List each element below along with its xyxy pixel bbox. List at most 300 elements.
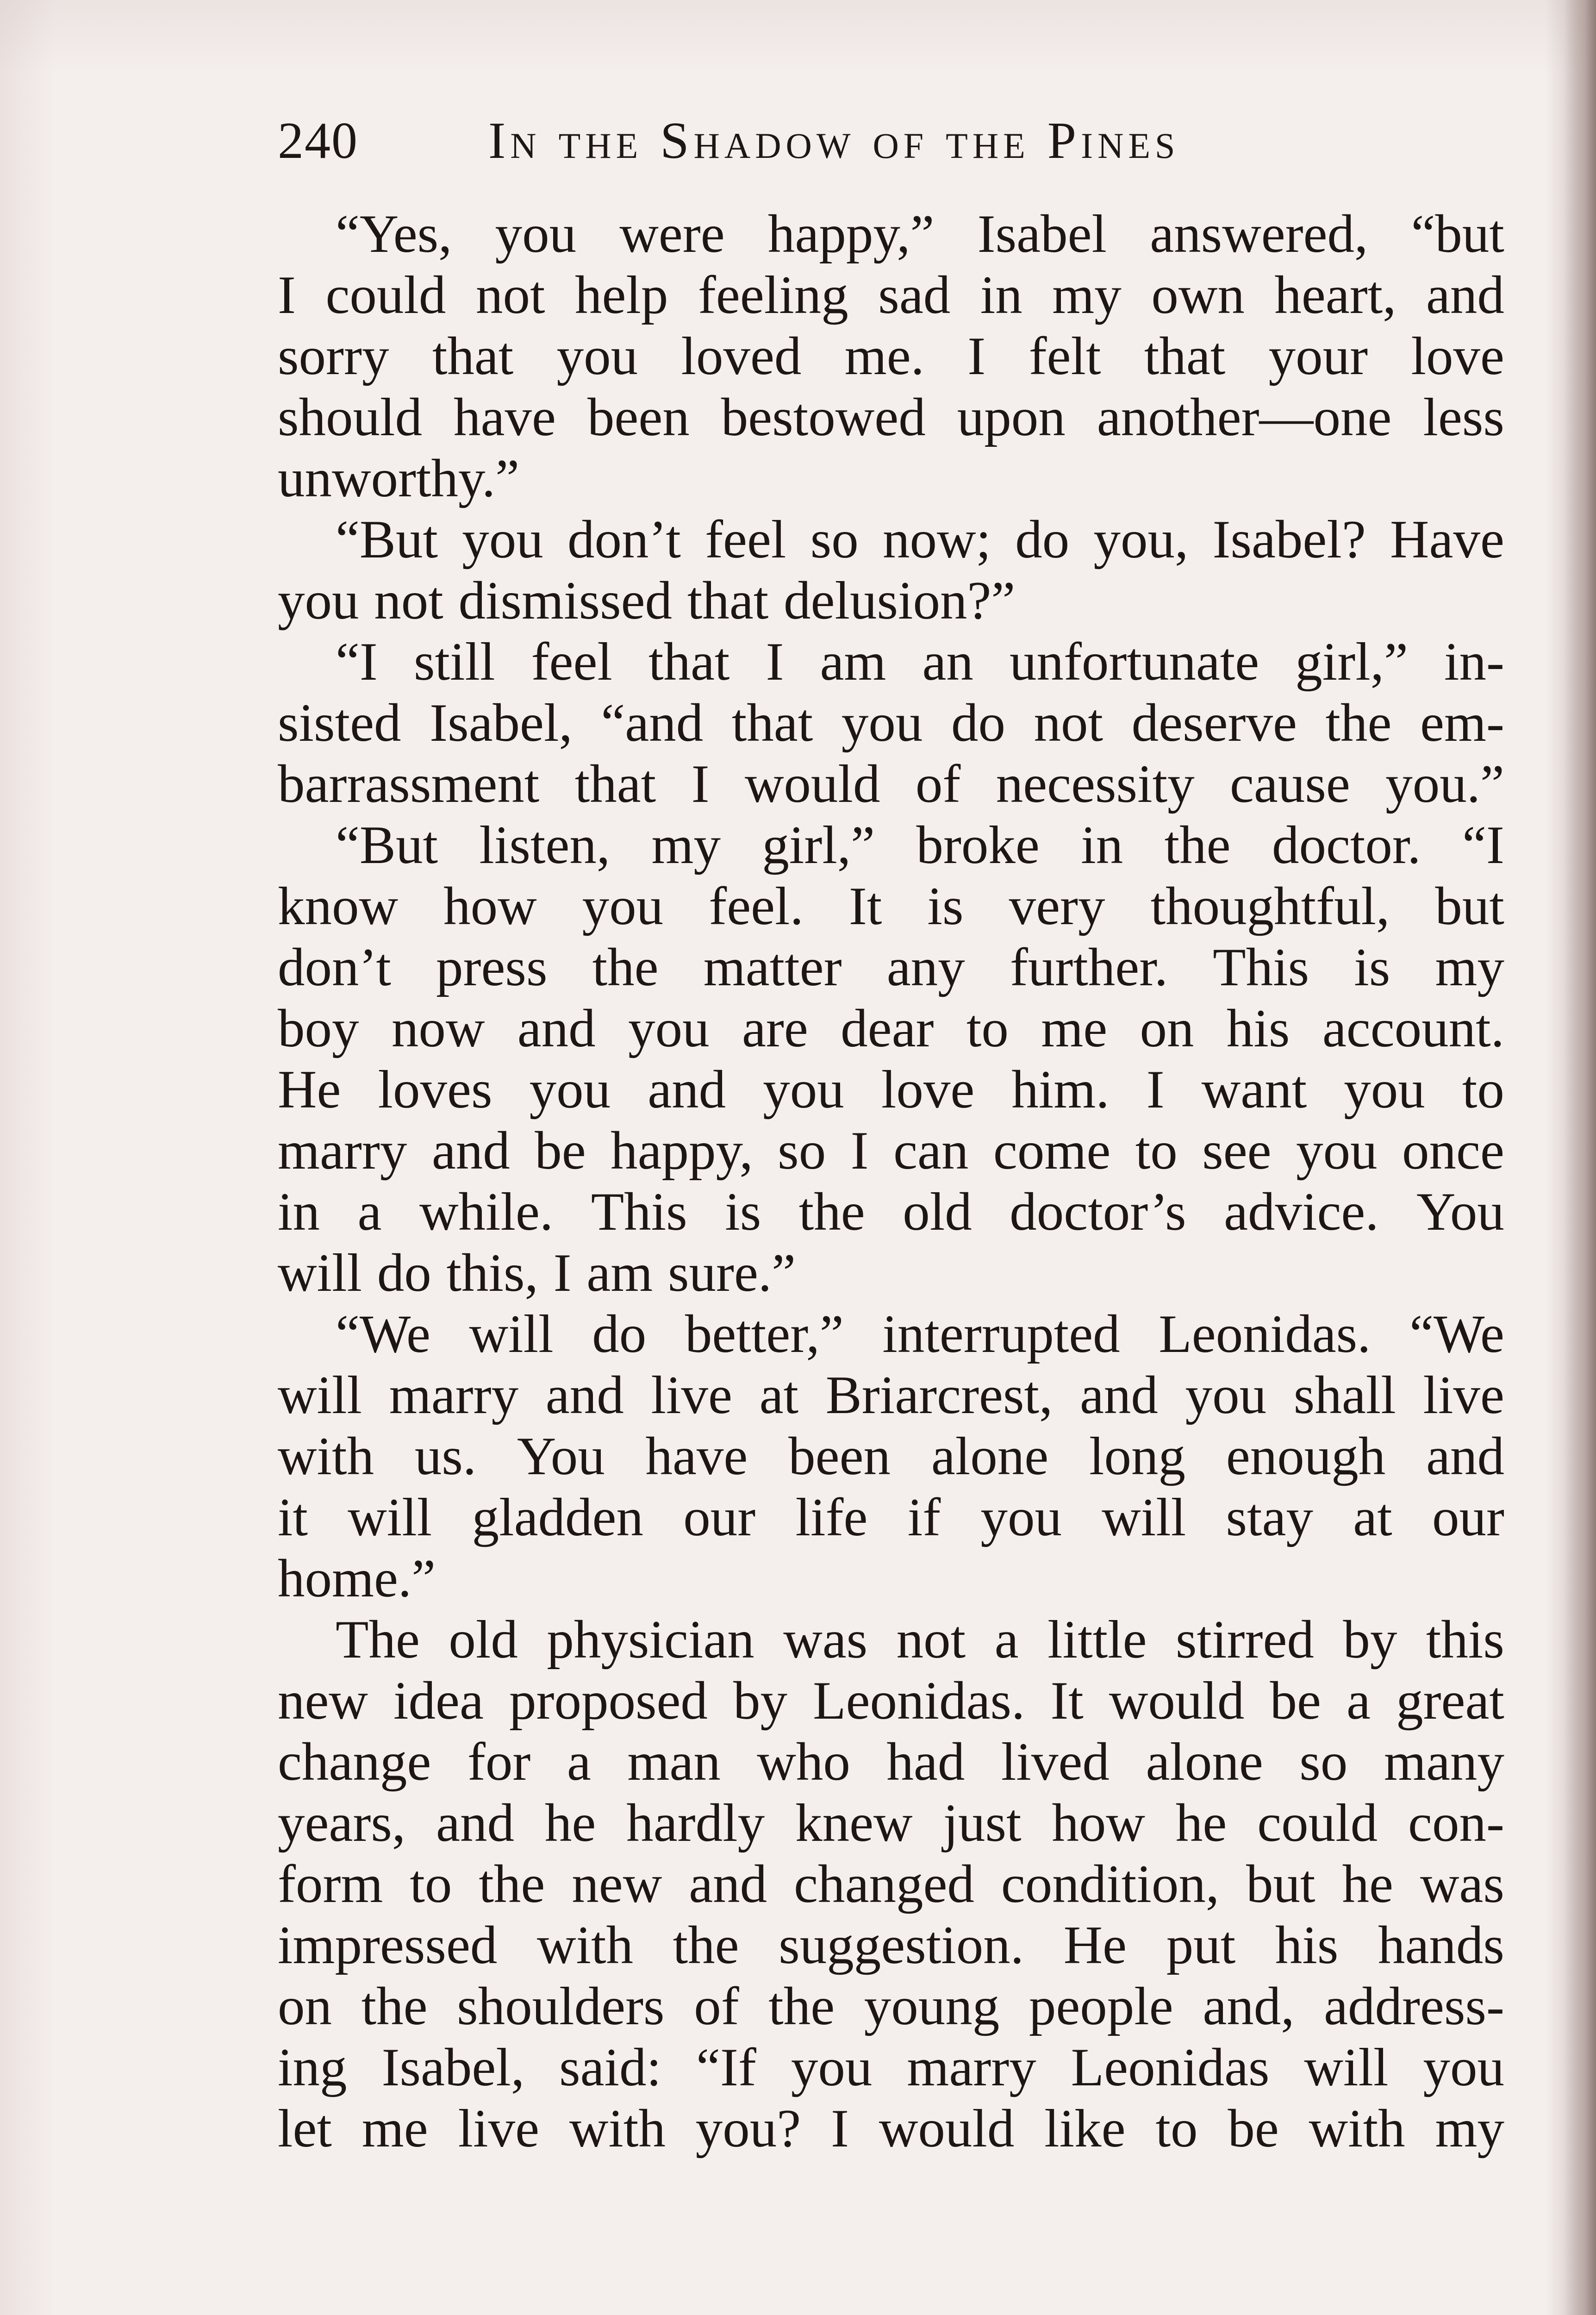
word: marry: [907, 2038, 1036, 2097]
word: unfortunate: [1009, 632, 1259, 692]
word: “I: [1462, 815, 1504, 875]
word: of: [694, 1977, 739, 2036]
word: marry: [278, 1121, 407, 1181]
word: that: [432, 326, 514, 386]
word: now;: [882, 510, 991, 569]
word: new: [278, 1671, 368, 1731]
text-line: [278, 815, 1504, 876]
word: He: [278, 1060, 341, 1120]
word: young: [864, 1977, 1000, 2036]
word: cause: [1230, 754, 1350, 814]
word: have: [645, 1427, 748, 1486]
word: upon: [957, 388, 1066, 447]
word: Isabel: [977, 204, 1107, 264]
word: with: [1309, 2099, 1405, 2159]
word: I: [691, 754, 710, 814]
word: “But: [336, 815, 438, 875]
word: I: [553, 1243, 572, 1303]
word: you: [628, 999, 710, 1058]
word: This: [591, 1182, 687, 1242]
word: would: [1109, 1671, 1245, 1731]
word: Have: [1390, 510, 1504, 569]
word: at: [759, 1365, 799, 1425]
word: he: [1175, 1793, 1227, 1853]
word: and,: [1203, 1977, 1295, 2036]
word: us.: [414, 1427, 477, 1486]
word: have: [454, 388, 556, 447]
text-line: [278, 1243, 1504, 1304]
text-line: [278, 570, 1504, 632]
word: and: [545, 1365, 624, 1425]
word: love: [881, 1060, 975, 1120]
word: He: [1063, 1915, 1127, 1975]
word: great: [1396, 1671, 1504, 1731]
word: that: [731, 693, 813, 753]
word: your: [1268, 326, 1368, 386]
word: live: [651, 1365, 732, 1425]
word: you: [278, 571, 359, 631]
word: “and: [601, 693, 704, 753]
word: once: [1402, 1121, 1504, 1181]
text-line: [278, 265, 1504, 326]
word: you: [556, 326, 638, 386]
text-line: [278, 387, 1504, 448]
word: live: [1423, 1365, 1504, 1425]
word: by: [1343, 1610, 1397, 1670]
word: address-: [1324, 1977, 1504, 2036]
word: doctor.: [1272, 815, 1421, 875]
word: would: [879, 2099, 1015, 2159]
word: matter: [703, 938, 842, 997]
word: am: [820, 632, 886, 692]
word: you.”: [1385, 754, 1504, 814]
word: barrassment: [278, 754, 540, 814]
word: con-: [1408, 1793, 1504, 1853]
word: that: [574, 754, 656, 814]
word: Leonidas.: [1159, 1304, 1371, 1364]
word: happy,”: [767, 204, 935, 264]
word: said:: [559, 2038, 662, 2097]
word: was: [1420, 1854, 1504, 1914]
word: my: [1435, 2099, 1504, 2159]
word: a: [994, 1610, 1019, 1670]
word: that: [1144, 326, 1226, 386]
word: not: [374, 571, 443, 631]
word: not: [896, 1610, 966, 1670]
word: loves: [378, 1060, 493, 1120]
word: Isabel,: [430, 693, 573, 753]
word: you: [495, 204, 577, 264]
word: alone: [931, 1427, 1049, 1486]
word: you: [1344, 1060, 1425, 1120]
word: do: [951, 693, 1005, 753]
word: and: [1079, 1365, 1158, 1425]
word: feel: [531, 632, 612, 692]
word: will: [348, 1488, 432, 1547]
word: em-: [1420, 693, 1504, 753]
word: lived: [1001, 1732, 1110, 1792]
word: our: [1432, 1488, 1504, 1547]
word: the: [1325, 693, 1392, 753]
word: you?: [695, 2099, 801, 2159]
word: know: [278, 876, 398, 936]
word: old: [903, 1182, 972, 1242]
word: my: [1052, 265, 1122, 325]
word: feel: [705, 510, 786, 569]
word: advice.: [1224, 1182, 1379, 1242]
word: feeling: [698, 265, 848, 325]
word: sorry: [278, 326, 389, 386]
word: “But: [336, 510, 438, 569]
word: how: [443, 876, 537, 936]
word: should: [278, 388, 423, 447]
word: to: [1462, 1060, 1504, 1120]
word: I: [278, 265, 296, 325]
word: can: [893, 1121, 969, 1181]
text-line: [278, 1304, 1504, 1365]
word: I: [1146, 1060, 1165, 1120]
word: very: [1009, 876, 1105, 936]
word: would: [744, 754, 880, 814]
running-head: [278, 111, 1301, 171]
word: idea: [393, 1671, 484, 1731]
word: in-: [1444, 632, 1504, 692]
word: hands: [1378, 1915, 1504, 1975]
word: and: [689, 1854, 767, 1914]
word: by: [733, 1671, 788, 1731]
word: you: [1423, 2038, 1504, 2097]
word: form: [278, 1854, 383, 1914]
word: deserve: [1131, 693, 1297, 753]
word: “Yes,: [336, 204, 452, 264]
text-line: [278, 998, 1504, 1059]
word: listen,: [479, 815, 611, 875]
word: little: [1047, 1610, 1147, 1670]
word: you: [980, 1488, 1062, 1547]
text-line: [278, 876, 1504, 937]
word: so: [778, 1121, 826, 1181]
text-line: [278, 1426, 1504, 1487]
word: is: [927, 876, 964, 936]
word: will: [1102, 1488, 1186, 1547]
text-line: [278, 1915, 1504, 1976]
word: girl,”: [762, 815, 875, 875]
word: bestowed: [721, 388, 926, 447]
word: Leonidas.: [813, 1671, 1025, 1731]
word: condition,: [1001, 1854, 1220, 1914]
text-line: [278, 2037, 1504, 2098]
page-edge-shadow: [1564, 0, 1596, 2315]
word: love: [1411, 326, 1504, 386]
page-number: 240: [278, 112, 358, 169]
text-line: [278, 326, 1504, 387]
word: like: [1044, 2099, 1126, 2159]
word: “We: [1409, 1304, 1504, 1364]
word: knew: [795, 1793, 913, 1853]
word: Isabel?: [1212, 510, 1366, 569]
word: The: [336, 1610, 420, 1670]
word: changed: [794, 1854, 974, 1914]
word: answered,: [1150, 204, 1368, 264]
word: marry: [389, 1365, 519, 1425]
word: and: [648, 1060, 726, 1120]
word: with: [569, 2099, 666, 2159]
word: you: [791, 2038, 873, 2097]
word: but: [1246, 1854, 1315, 1914]
word: man: [627, 1732, 721, 1792]
text-line: [278, 1609, 1504, 1671]
word: further.: [1010, 938, 1168, 997]
word: you: [1296, 1121, 1378, 1181]
word: be: [1228, 2099, 1279, 2159]
word: my: [651, 815, 721, 875]
word: that: [687, 571, 769, 631]
word: this,: [446, 1243, 538, 1303]
word: not: [1034, 693, 1103, 753]
word: Isabel,: [381, 2038, 525, 2097]
word: “If: [696, 2038, 756, 2097]
word: you: [582, 876, 664, 936]
text-line: [278, 509, 1504, 570]
word: sisted: [278, 693, 401, 753]
word: proposed: [509, 1671, 708, 1731]
word: I: [967, 326, 986, 386]
word: will: [278, 1243, 362, 1303]
word: him.: [1011, 1060, 1110, 1120]
text-line: [278, 1793, 1504, 1854]
word: and: [436, 1793, 514, 1853]
word: were: [619, 204, 725, 264]
word: don’t: [278, 938, 391, 997]
word: stay: [1226, 1488, 1313, 1547]
word: see: [1202, 1121, 1272, 1181]
word: for: [467, 1732, 531, 1792]
word: I: [850, 1121, 869, 1181]
word: he: [544, 1793, 596, 1853]
word: a: [1347, 1671, 1371, 1731]
running-title: In the Shadow of the Pines: [488, 112, 1180, 169]
word: will: [1304, 2038, 1389, 2097]
word: happy,: [611, 1121, 753, 1181]
text-line: [278, 1732, 1504, 1793]
word: the: [479, 1854, 545, 1914]
word: he: [1342, 1854, 1393, 1914]
word: could: [325, 265, 446, 325]
word: and: [1426, 265, 1504, 325]
text-line: [278, 1671, 1504, 1732]
word: heart,: [1274, 265, 1396, 325]
word: me.: [844, 326, 924, 386]
word: boy: [278, 999, 359, 1058]
word: loved: [681, 326, 802, 386]
word: shoulders: [457, 1977, 665, 2036]
word: “We: [336, 1304, 430, 1364]
text-line: [278, 204, 1504, 265]
word: still: [413, 632, 495, 692]
word: physician: [547, 1610, 754, 1670]
word: is: [725, 1182, 761, 1242]
word: and: [431, 1121, 510, 1181]
word: been: [788, 1427, 891, 1486]
word: and: [517, 999, 596, 1058]
text-line: [278, 1365, 1504, 1426]
word: the: [361, 1977, 428, 2036]
word: help: [574, 265, 668, 325]
text-line: [278, 1487, 1504, 1548]
word: impressed: [278, 1915, 498, 1975]
word: this: [1426, 1610, 1504, 1670]
word: less: [1423, 388, 1504, 447]
word: broke: [916, 815, 1040, 875]
word: necessity: [996, 754, 1195, 814]
word: with: [278, 1427, 374, 1486]
word: put: [1166, 1915, 1236, 1975]
word: stirred: [1176, 1610, 1314, 1670]
word: I: [831, 2099, 849, 2159]
text-line: [278, 1548, 1504, 1609]
word: to: [966, 999, 1009, 1058]
word: delusion?”: [784, 571, 1016, 631]
word: could: [1257, 1793, 1378, 1853]
word: sad: [878, 265, 951, 325]
word: I: [766, 632, 784, 692]
word: with: [537, 1915, 634, 1975]
word: press: [436, 938, 548, 997]
word: it: [278, 1488, 308, 1547]
word: ing: [278, 2038, 347, 2097]
word: old: [449, 1610, 518, 1670]
word: will: [278, 1365, 362, 1425]
word: was: [783, 1610, 868, 1670]
word: enough: [1226, 1427, 1386, 1486]
word: our: [683, 1488, 756, 1547]
word: on: [278, 1977, 332, 2036]
word: so: [810, 510, 859, 569]
word: dear: [841, 999, 934, 1058]
word: let: [278, 2099, 332, 2159]
word: any: [886, 938, 965, 997]
word: own: [1151, 265, 1245, 325]
text-line: [278, 754, 1504, 815]
text-line: [278, 1976, 1504, 2037]
word: me: [362, 2099, 428, 2159]
word: you: [841, 693, 923, 753]
word: You: [1416, 1182, 1504, 1242]
text-line: [278, 2098, 1504, 2159]
word: while.: [419, 1182, 554, 1242]
word: long: [1089, 1427, 1186, 1486]
text-line: [278, 937, 1504, 998]
word: to: [1155, 2099, 1198, 2159]
word: It: [1050, 1671, 1084, 1731]
word: do: [377, 1243, 431, 1303]
word: an: [922, 632, 973, 692]
word: the: [592, 938, 659, 997]
text-line: [278, 632, 1504, 693]
word: in: [278, 1182, 320, 1242]
word: not: [475, 265, 545, 325]
word: am: [586, 1243, 653, 1303]
word: who: [757, 1732, 850, 1792]
word: change: [278, 1732, 431, 1792]
word: suggestion.: [779, 1915, 1024, 1975]
word: life: [795, 1488, 868, 1547]
word: felt: [1029, 326, 1101, 386]
word: his: [1226, 999, 1290, 1058]
text-line: [278, 1120, 1504, 1182]
text-line: [278, 448, 1504, 509]
word: and: [1426, 1427, 1504, 1486]
text-line: [278, 1059, 1504, 1120]
word: just: [943, 1793, 1022, 1853]
word: account.: [1322, 999, 1504, 1058]
word: if: [907, 1488, 941, 1547]
word: now: [391, 999, 485, 1058]
word: his: [1275, 1915, 1339, 1975]
word: alone: [1146, 1732, 1263, 1792]
word: to: [410, 1854, 452, 1914]
word: hardly: [626, 1793, 765, 1853]
word: my: [1435, 938, 1504, 997]
word: home.”: [278, 1549, 436, 1608]
word: that: [648, 632, 730, 692]
word: to: [1135, 1121, 1178, 1181]
word: It: [848, 876, 882, 936]
word: so: [1299, 1732, 1348, 1792]
word: the: [673, 1915, 739, 1975]
word: you,: [1093, 510, 1189, 569]
word: me: [1041, 999, 1108, 1058]
word: will: [469, 1304, 554, 1364]
word: thoughtful,: [1150, 876, 1390, 936]
body-text: [278, 204, 1504, 2159]
word: Briarcrest,: [825, 1365, 1053, 1425]
word: of: [915, 754, 961, 814]
word: live: [458, 2099, 540, 2159]
word: interrupted: [882, 1304, 1120, 1364]
word: feel.: [709, 876, 804, 936]
word: you: [529, 1060, 611, 1120]
word: doctor’s: [1010, 1182, 1186, 1242]
word: do: [592, 1304, 647, 1364]
word: had: [886, 1732, 965, 1792]
word: sure.”: [667, 1243, 796, 1303]
word: at: [1353, 1488, 1392, 1547]
word: but: [1435, 876, 1504, 936]
word: in: [1081, 815, 1123, 875]
word: You: [517, 1427, 605, 1486]
word: years,: [278, 1793, 406, 1853]
word: come: [993, 1121, 1111, 1181]
word: a: [567, 1732, 591, 1792]
word: better,”: [685, 1304, 844, 1364]
word: girl,”: [1295, 632, 1408, 692]
word: another—one: [1097, 388, 1392, 447]
word: the: [768, 1977, 835, 2036]
word: be: [1270, 1671, 1321, 1731]
word: you: [462, 510, 543, 569]
word: new: [572, 1854, 662, 1914]
word: Leonidas: [1071, 2038, 1270, 2097]
word: are: [742, 999, 808, 1058]
word: a: [357, 1182, 382, 1242]
word: is: [1354, 938, 1390, 997]
word: shall: [1293, 1365, 1396, 1425]
word: dismissed: [458, 571, 673, 631]
word: in: [980, 265, 1022, 325]
word: unworthy.”: [278, 449, 520, 508]
word: want: [1201, 1060, 1307, 1120]
